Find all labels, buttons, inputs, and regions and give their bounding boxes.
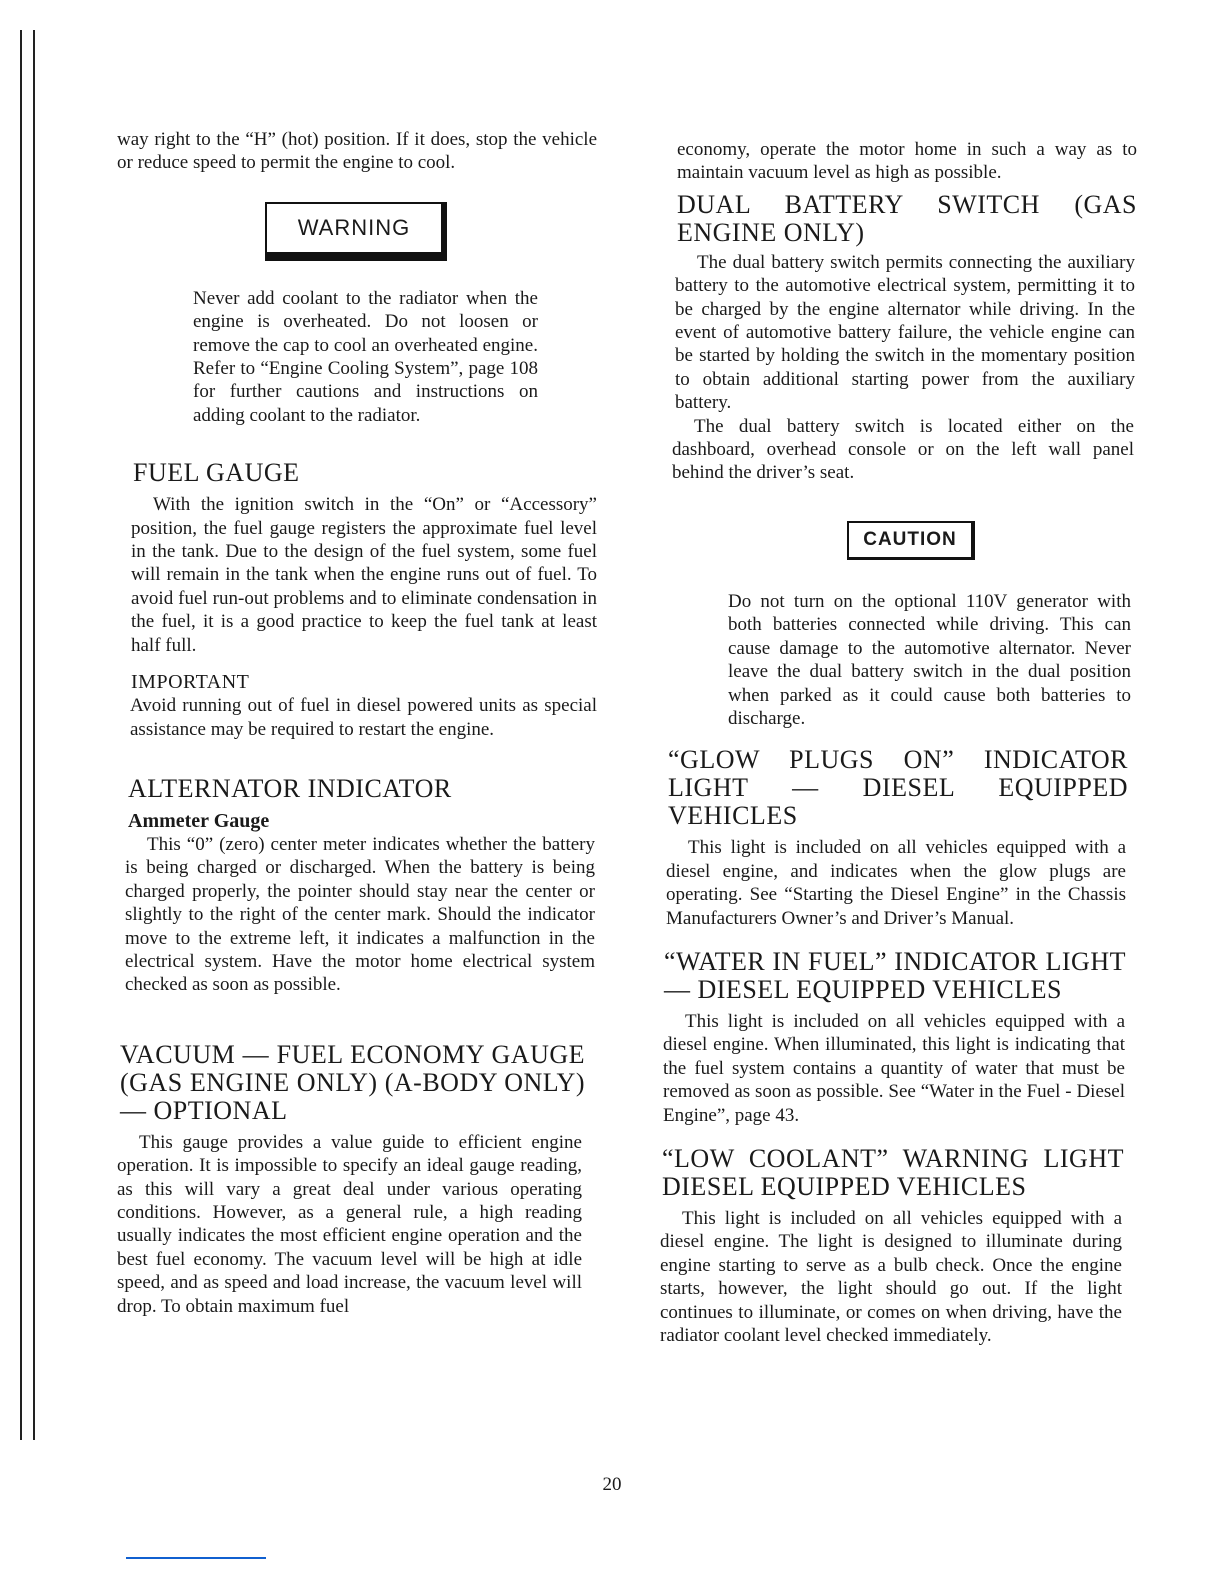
dual-battery-body: The dual battery switch permits connecting the auxiliary battery to the automotive electrical system, permitting it to be charged by the engine alternator while driving. In the event of automotive battery failure, the vehicle engine can be started by holding the switch in the momentary position to obtain additional starting power from the auxiliary battery.: [675, 251, 1135, 414]
warning-label: WARNING: [297, 214, 411, 240]
fuel-gauge-heading: FUEL GAUGE: [133, 458, 300, 488]
low-coolant-heading: “LOW COOLANT” WARNING LIGHT DIESEL EQUIPPED VEHICLES: [662, 1143, 1124, 1201]
ammeter-subheading: Ammeter Gauge: [128, 809, 270, 832]
fuel-gauge-body: With the ignition switch in the “On” or “Accessory” position, the fuel gauge registers the approximate fuel level in the tank. Due to the design of the fuel system, some fuel will remain in the tank when the engine runs out of fuel. To avoid fuel run-out problems and to eliminate condensation in the fuel, it is a good practice to keep the fuel tank at least half full.: [131, 494, 597, 656]
left-column: [117, 128, 597, 1318]
water-in-fuel-body: This light is included on all vehicles equipped with a diesel engine. When illuminated, this light is indicating that the fuel system contains a quantity of water that must be removed as soon as possible. See “Water in the Fuel - Diesel Engine”, page 43.: [663, 1010, 1125, 1126]
warning-text: Never add coolant to the radiator when the engine is overheated. Do not loosen or remove the cap to cool an overheated engine. Refer to “Engine Cooling System”, page 108 for further cautions and instructions on adding coolant to the radiator.: [193, 287, 538, 426]
margin-rule: [20, 30, 22, 1440]
alternator-heading: ALTERNATOR INDICATOR: [128, 773, 452, 803]
right-column: [660, 138, 1135, 1347]
low-coolant-body: This light is included on all vehicles equipped with a diesel engine. The light is designed to illuminate during engine starting to serve as a bulb check. Once the engine starts, however, the light should go out. If the light continues to illuminate, or comes on when driving, have the radiator coolant level checked immediately.: [660, 1207, 1122, 1346]
glow-plugs-body: This light is included on all vehicles equipped with a diesel engine, and indicates when the glow plugs are operating. See “Starting the Diesel Engine” in the Chassis Manufacturers Owner’s and Driver’s Manual.: [666, 837, 1126, 929]
important-text: Avoid running out of fuel in diesel powered units as special assistance may be required to restart the engine.: [130, 695, 597, 740]
caution-label: CAUTION: [863, 528, 957, 550]
page-number: 20: [602, 1474, 622, 1495]
alternator-body: This “0” (zero) center meter indicates whether the battery is being charged or discharged. When the battery is being charged properly, the pointer should stay near the center or slightly to the right of the center mark. Should the indicator move to the extreme left, it indicates a malfunction in the electrical system. Have the motor home electrical system checked as soon as possible.: [125, 833, 595, 996]
glow-plugs-heading: “GLOW PLUGS ON” INDICATOR LIGHT — DIESEL EQUIPPED VEHICLES: [668, 745, 1128, 831]
vacuum-body: This gauge provides a value guide to efficient engine operation. It is impossible to specify an ideal gauge reading, as this will vary a great deal under various operating conditions. However, as a general rule, a high reading usually indicates the most efficient engine operation and the best fuel economy. The vacuum level will be high at idle speed, and as speed and load increase, the vacuum level will drop. To obtain maximum fuel: [117, 1131, 582, 1317]
continued-paragraph: economy, operate the motor home in such a way as to maintain vacuum level as high as possible.: [677, 139, 1137, 184]
footer-rule: [126, 1557, 266, 1559]
vacuum-heading: VACUUM — FUEL ECONOMY GAUGE (GAS ENGINE ONLY) (A-BODY ONLY) — OPTIONAL: [120, 1039, 585, 1125]
caution-box: [847, 521, 975, 560]
dual-battery-location: The dual battery switch is located either on the dashboard, overhead console or on the left wall panel behind the driver’s seat.: [672, 415, 1134, 484]
caution-text: Do not turn on the optional 110V generator with both batteries connected while driving. This can cause damage to the automotive alternator. Never leave the dual battery switch in the dual position when parked as it could cause both batteries to discharge.: [728, 590, 1131, 729]
water-in-fuel-heading: “WATER IN FUEL” INDICATOR LIGHT — DIESEL EQUIPPED VEHICLES: [664, 946, 1126, 1004]
warning-box: [265, 202, 447, 261]
margin-rule: [33, 30, 35, 1440]
important-label: IMPORTANT: [131, 671, 250, 694]
continued-paragraph: way right to the “H” (hot) position. If it does, stop the vehicle or reduce speed to permit the engine to cool.: [117, 129, 597, 174]
dual-battery-heading: DUAL BATTERY SWITCH (GAS ENGINE ONLY): [677, 189, 1137, 247]
